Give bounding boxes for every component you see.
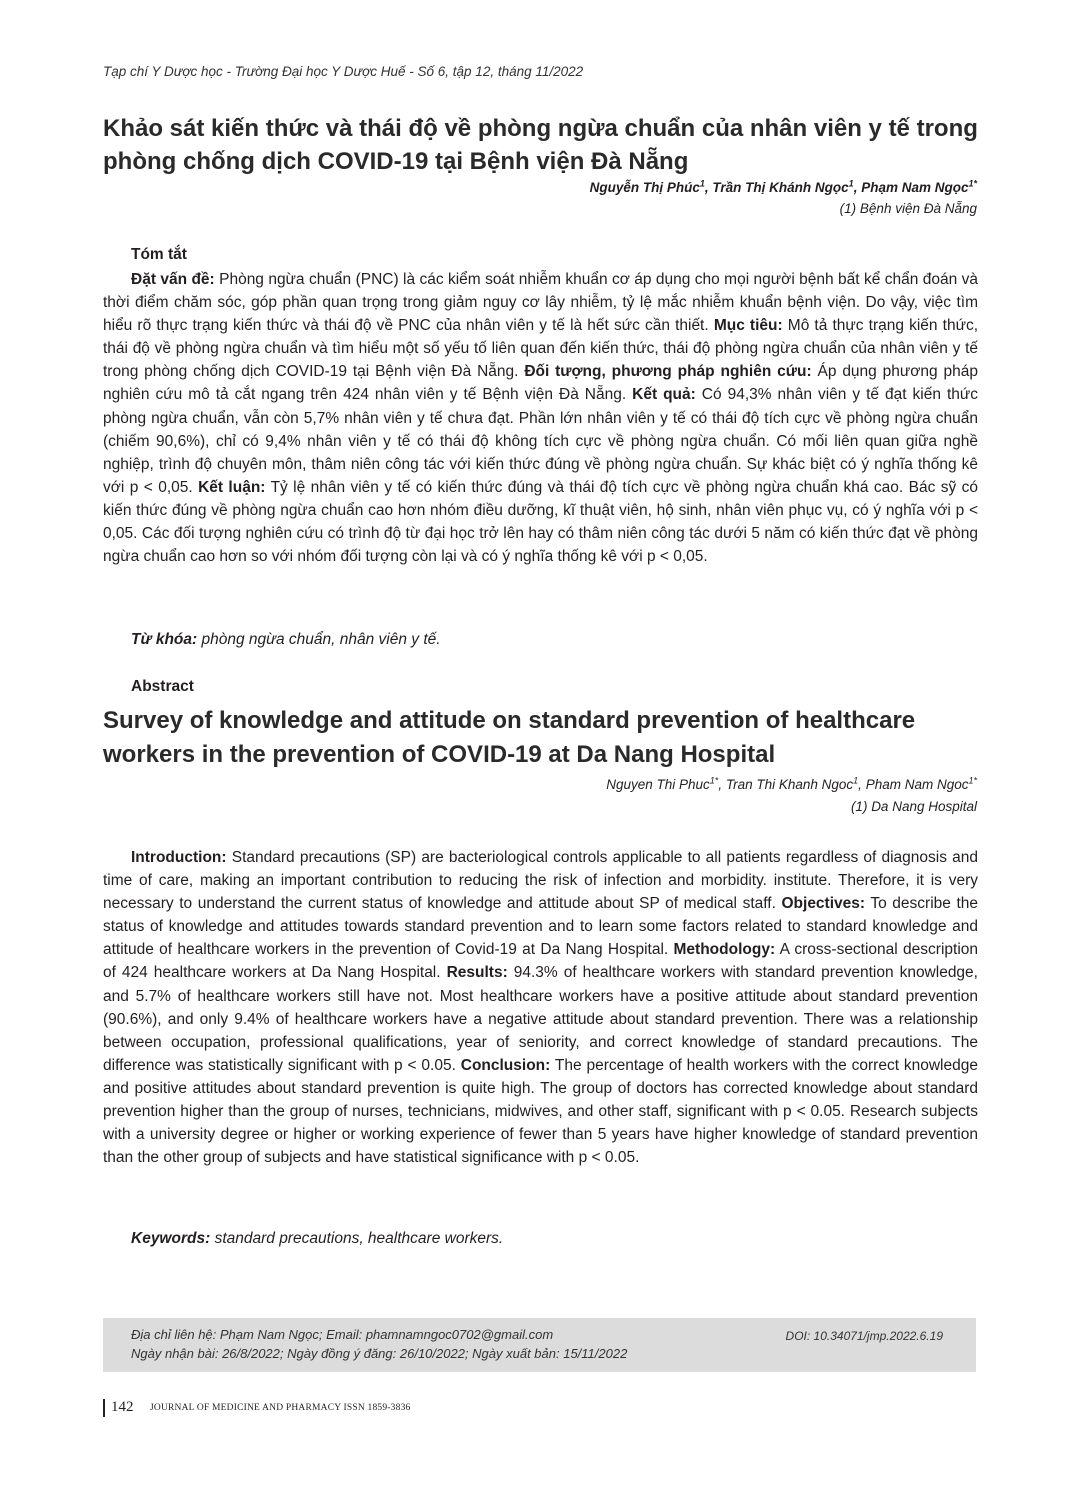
section-label: Kết luận: [198,478,266,496]
section-text: Standard precautions (SP) are bacteriological controls applicable to all patients regardless of diagnosis and time of care, making an important contribution to reducing the risk of infection and morbidity. institute. Therefore, it is very necessary to understand the current status of knowledge and attitude about SP of medical staff. [103,849,978,913]
section-label: Introduction: [131,849,227,866]
section-label: Objectives: [781,895,866,913]
author-separator: , [858,777,866,792]
keywords-label: Keywords: [131,1230,211,1247]
running-header: Tạp chí Y Dược học - Trường Đại học Y Dược Huế - Số 6, tập 12, tháng 11/2022 [103,64,584,79]
author-name: Pham Nam Ngoc [865,777,969,792]
author-separator: , [704,180,713,195]
section-label: Kết quả: [632,386,696,404]
author-superscript: 1 [853,775,859,786]
section-label: Mục tiêu: [713,317,783,335]
section-label: Đặt vấn đề: [131,271,215,288]
authors-vietnamese [590,180,977,195]
section-label: Results: [446,964,508,982]
affiliation-english: (1) Da Nang Hospital [850,799,977,814]
author-superscript: 1* [968,775,977,786]
keywords-vietnamese [131,631,441,649]
author-separator: , [853,180,862,195]
authors-english [606,777,977,792]
keywords-english [131,1230,503,1248]
author-name: Nguyễn Thị Phúc [589,180,700,195]
author-name: Phạm Nam Ngọc [861,180,969,195]
section-text: Có 94,3% nhân viên y tế đạt kiến thức phòng ngừa chuẩn, vẫn còn 5,7% nhân viên y tế chưa đạt. Phần lớn nhân viên y tế có thái độ tích cực về phòng ngừa chuẩn (chiếm 90,6%), chỉ có 9,4% nhân viên y tế có thái độ không tích cực về phòng ngừa chuẩn. Có mối liên quan giữa nghề nghiệp, trình độ chuyên môn, thâm niên công tác với kiến thức đúng về phòng ngừa chuẩn. Sự khác biệt có ý nghĩa thống kê với p < 0,05. [103,386,978,496]
author-superscript: 1 [848,178,854,189]
affiliation-vietnamese: (1) Bệnh viện Đà Nẵng [839,201,977,216]
section-text: Tỷ lệ nhân viên y tế có kiến thức đúng và thái độ tích cực về phòng ngừa chuẩn khá cao. Bác sỹ có kiến thức đúng về phòng ngừa chuẩn cao hơn nhóm điều dưỡng, kĩ thuật viên, hộ sinh, nhân viên phục vụ, có ý nghĩa với p < 0,05. Các đối tượng nghiên cứu có trình độ từ đại học trở lên hay có thâm niên công tác dưới 5 năm có kiến thức đạt về phòng ngừa chuẩn cao hơn so với nhóm đối tượng còn lại và có ý nghĩa thống kê với p < 0,05. [103,478,978,566]
contact-info: Địa chỉ liên hệ: Phạm Nam Ngọc; Email: phamnamngoc0702@gmail.com [131,1327,554,1342]
author-superscript: 1 [699,178,705,189]
title-vietnamese: Khảo sát kiến thức và thái độ về phòng ngừa chuẩn của nhân viên y tế trong phòng chống dịch COVID-19 tại Bệnh viện Đà Nẵng [103,115,978,175]
section-label: Đối tượng, phương pháp nghiên cứu: [524,363,812,381]
author-name: Nguyen Thi Phuc [606,777,710,792]
title-english: Survey of knowledge and attitude on standard prevention of healthcare workers in the prevention of COVID-19 at Da Nang Hospital [103,707,916,768]
abstract-english [103,846,978,1169]
author-superscript: 1* [709,775,719,786]
keywords-label: Từ khóa: [131,631,198,648]
section-text: To describe the status of knowledge and attitudes towards standard prevention and to learn some factors related to standard knowledge and attitude of healthcare workers in the prevention of Covid-19 at Da Nang Hospital. [103,895,978,959]
doi: DOI: 10.34071/jmp.2022.6.19 [785,1329,943,1343]
abstract-heading: Abstract [131,678,194,695]
summary-heading: Tóm tắt [131,246,187,263]
section-text: Mô tả thực trạng kiến thức, thái độ về phòng ngừa chuẩn và tìm hiểu một số yếu tố liên quan đến kiến thức, thái độ phòng ngừa chuẩn của nhân viên y tế trong phòng chống dịch COVID-19 tại Bệnh viện Đà Nẵng. [103,317,979,381]
section-text: A cross-sectional description of 424 healthcare workers at Da Nang Hospital. [103,941,979,982]
author-name: Tran Thi Khanh Ngoc [725,777,854,792]
page-number-bar [103,1399,105,1417]
section-text: 94.3% of healthcare workers with standard prevention knowledge, and 5.7% of healthcare workers still have not. Most healthcare workers have a positive attitude about standard prevention (90.6%), and only 9.4% of healthcare workers have a negative attitude about standard prevention. There was a relationship between occupation, professional qualifications, year of seniority, and correct knowledge of standard precautions. The difference was statistically significant with p < 0.05. [103,964,978,1074]
correspondence-box [103,1318,976,1372]
journal-name: JOURNAL OF MEDICINE AND PHARMACY ISSN 1859-3836 [150,1403,411,1413]
keywords-text: standard precautions, healthcare workers. [214,1230,504,1247]
author-name: Trần Thị Khánh Ngọc [712,180,849,195]
keywords-text: phòng ngừa chuẩn, nhân viên y tế. [201,631,441,648]
author-separator: , [718,777,726,792]
page-number: 142 [111,1399,134,1415]
section-label: Conclusion: [460,1056,551,1074]
section-label: Methodology: [673,941,776,959]
section-text: The percentage of health workers with the correct knowledge and positive attitudes about standard prevention is quite high. The group of doctors has corrected knowledge about standard prevention higher than the group of nurses, technicians, midwives, and other staff, significant with p < 0.05. Research subjects with a university degree or higher or working experience of fewer than 5 years have higher knowledge of standard prevention than the other group of subjects and have statistical significance with p < 0.05. [103,1056,978,1167]
section-text: Phòng ngừa chuẩn (PNC) là các kiểm soát nhiễm khuẩn cơ áp dụng cho mọi người bệnh bất kể chẩn đoán và thời điểm chăm sóc, góp phần quan trọng trong giảm nguy cơ lây nhiễm, tỷ lệ mắc nhiễm khuẩn bệnh viện. Do vậy, việc tìm hiểu rõ thực trạng kiến thức và thái độ về PNC của nhân viên y tế là hết sức cần thiết. [103,271,978,335]
author-superscript: 1* [968,178,977,189]
section-text: Áp dụng phương pháp nghiên cứu mô tả cắt ngang trên 424 nhân viên y tế Bệnh viện Đà Nẵng. [103,363,979,404]
abstract-vietnamese [103,268,978,568]
publication-dates: Ngày nhận bài: 26/8/2022; Ngày đồng ý đăng: 26/10/2022; Ngày xuất bản: 15/11/2022 [131,1346,628,1361]
